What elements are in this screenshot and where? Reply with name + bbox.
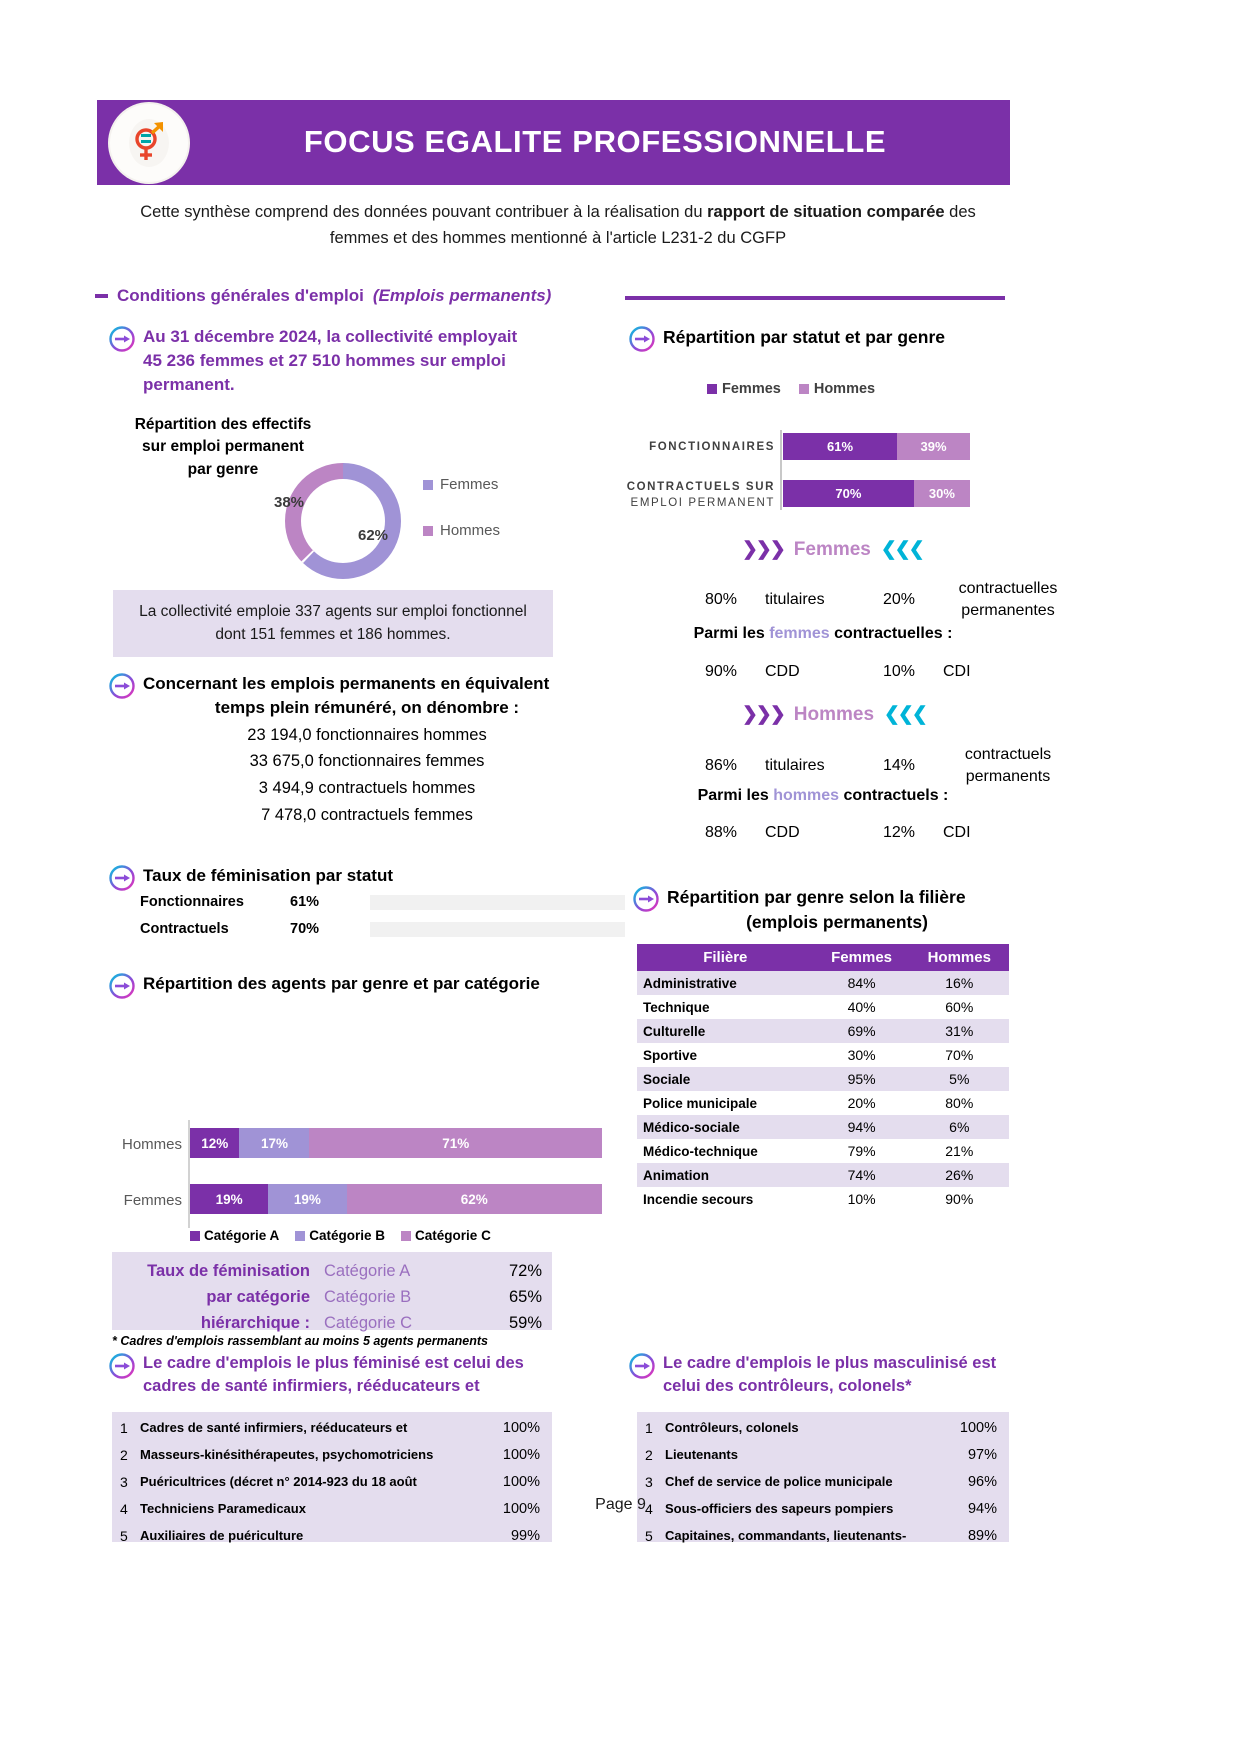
cell-filiere: Incendie secours [637, 1187, 814, 1211]
arrow-bullet-icon [628, 1352, 656, 1380]
cell-hommes: 90% [910, 1187, 1009, 1211]
cat-legend-a-label: Catégorie A [204, 1228, 280, 1243]
cat-seg-hommes-b: 17% [239, 1128, 309, 1158]
femmes-stat2-l1: contractuelles [958, 580, 1058, 597]
label: Masseurs-kinésithérapeutes, psychomotriciens [140, 1446, 434, 1462]
label: Capitaines, commandants, lieutenants- [665, 1527, 907, 1543]
cell-hommes: 6% [910, 1115, 1009, 1139]
tf-row-2-label: Catégorie C [324, 1314, 413, 1332]
femmes-block-heading [742, 538, 923, 561]
rank: 2 [120, 1447, 128, 1463]
arrow-bullet-icon [108, 972, 136, 1000]
hommes-stat2-l1: contractuels [964, 746, 1052, 763]
fb-name-0: Fonctionnaires [140, 894, 244, 910]
tf-title-l2: par catégorie [206, 1288, 310, 1306]
table-row [637, 1187, 1009, 1211]
femmes-cdi-label: CDI [943, 663, 971, 680]
femmes-stat2-l2: permanentes [961, 601, 1055, 619]
statut-seg-f-1: 70% [783, 480, 914, 507]
table-row [637, 995, 1009, 1019]
value: 100% [502, 1501, 540, 1517]
rank: 5 [120, 1528, 128, 1544]
right-bullet-1 [628, 325, 945, 353]
hommes-stat2-l2: permanents [965, 767, 1051, 785]
donut-label-hommes: 38% [274, 494, 305, 511]
hommes-stat2-label [943, 744, 1073, 787]
table-row [637, 1019, 1009, 1043]
femmes-cdi-pct: 10% [883, 663, 916, 680]
label: Puéricultrices (décret n° 2014-923 du 18 août [140, 1473, 417, 1489]
femmes-stat1-pct: 80% [705, 590, 738, 608]
cell-filiere: Médico-technique [637, 1139, 814, 1163]
left-b2-line2: temps plein rémunéré, on dénombre : [214, 697, 520, 717]
list-item [637, 1528, 1009, 1544]
femmes-cdd-cdi-row [705, 663, 971, 681]
cell-filiere: Sociale [637, 1067, 814, 1091]
intro-text [118, 200, 998, 251]
value: 100% [502, 1420, 540, 1436]
right-bullet-2 [632, 885, 1012, 934]
donut-chart [278, 456, 408, 586]
femmes-stat-row-1 [705, 578, 1073, 621]
statut-axis [780, 430, 782, 510]
etp-item-3: 3 494,9 contractuels hommes [258, 779, 476, 798]
cell-hommes: 70% [910, 1043, 1009, 1067]
most-masculinised-list [637, 1412, 1009, 1542]
hommes-parmi-c: contractuels : [839, 787, 949, 804]
left-bullet-1 [108, 325, 588, 396]
value: 96% [967, 1474, 997, 1490]
cat-legend-c [401, 1228, 491, 1243]
taux-feminisation-categorie-box [112, 1252, 552, 1330]
table-row [637, 1043, 1009, 1067]
label: Techniciens Paramedicaux [140, 1500, 306, 1516]
donut-title-l3: par genre [187, 460, 259, 478]
etp-item-1: 23 194,0 fonctionnaires hommes [247, 725, 487, 744]
femmes-stat2-pct: 20% [883, 590, 916, 608]
cell-femmes: 84% [814, 971, 910, 995]
filiere-table-header [637, 944, 1009, 971]
cell-hommes: 26% [910, 1163, 1009, 1187]
hommes-cdd-cdi-row [705, 824, 971, 842]
section-label: Conditions générales d'emploi [117, 286, 364, 305]
cat-seg-femmes-b: 19% [268, 1184, 346, 1214]
swatch-cat-c [401, 1231, 411, 1241]
label: Lieutenants [665, 1446, 738, 1462]
chevrons-left-icon: ❮❮❮ [884, 704, 926, 725]
swatch-femmes [707, 384, 717, 394]
section-heading [95, 286, 551, 306]
right-b2-line1: Répartition par genre selon la filière [667, 887, 966, 907]
category-legend [190, 1228, 491, 1243]
rank: 3 [120, 1474, 128, 1490]
hommes-cdi-pct: 12% [883, 824, 916, 841]
left-b2-line1: Concernant les emplois permanents en équivalent [143, 674, 550, 693]
tf-row-1-label: Catégorie B [324, 1288, 412, 1306]
fb-track-0 [370, 895, 625, 910]
table-row [637, 1163, 1009, 1187]
list-item [112, 1447, 552, 1463]
tf-title-l1: Taux de féminisation [147, 1262, 310, 1280]
cell-femmes: 94% [814, 1115, 910, 1139]
hommes-parmi-a: Parmi les [697, 787, 774, 804]
intro-bold: rapport de situation comparée [707, 203, 945, 221]
feminisation-bar-contractuels [140, 921, 625, 937]
legend-swatch-hommes [423, 526, 433, 536]
hommes-stat-row-1 [705, 744, 1073, 787]
statut-legend-hommes [799, 381, 875, 397]
cell-femmes: 69% [814, 1019, 910, 1043]
cell-femmes: 74% [814, 1163, 910, 1187]
cell-hommes: 60% [910, 995, 1009, 1019]
left-bullet-3 [108, 864, 393, 892]
left-b1-line1: Au 31 décembre 2024, la collectivité employait [143, 327, 518, 346]
cat-legend-b [295, 1228, 385, 1243]
filiere-table [637, 944, 1009, 1211]
feminisation-bar-fonctionnaires [140, 894, 625, 910]
table-row [637, 971, 1009, 995]
category-stacked-chart [112, 1120, 612, 1228]
hommes-stat1-pct: 86% [705, 756, 738, 774]
infobox-line2: dont 151 femmes et 186 hommes. [215, 626, 451, 644]
donut-legend-femmes [423, 476, 498, 493]
label: Cadres de santé infirmiers, rééducateurs et [140, 1419, 408, 1435]
right-b3-line1: Le cadre d'emplois le plus masculinisé est [663, 1354, 997, 1372]
cell-femmes: 95% [814, 1067, 910, 1091]
cell-hommes: 5% [910, 1067, 1009, 1091]
right-b3-line2: celui des contrôleurs, colonels* [663, 1377, 912, 1396]
dash-icon [95, 294, 108, 298]
statut-seg-h-0: 39% [897, 433, 970, 460]
rank: 5 [645, 1528, 653, 1544]
rank: 4 [120, 1501, 128, 1517]
value: 100% [502, 1474, 540, 1490]
donut-legend-hommes-label: Hommes [440, 522, 501, 539]
femmes-parmi-b: femmes [769, 625, 830, 642]
cell-hommes: 16% [910, 971, 1009, 995]
statut-label-fonctionnaires: FONCTIONNAIRES [649, 441, 775, 453]
list-item [112, 1474, 552, 1490]
hommes-stat2-pct: 14% [883, 756, 916, 774]
table-row [637, 1091, 1009, 1115]
rank: 4 [645, 1501, 653, 1517]
cell-filiere: Sportive [637, 1043, 814, 1067]
swatch-cat-a [190, 1231, 200, 1241]
arrow-bullet-icon [108, 325, 136, 353]
tf-row-2-value: 59% [508, 1314, 542, 1332]
hommes-cdd-label: CDD [765, 824, 800, 841]
statut-bar-fonctionnaires [783, 433, 970, 460]
most-feminised-list [112, 1412, 552, 1542]
fb-pct-0: 61% [290, 894, 320, 910]
value: 97% [967, 1447, 997, 1463]
infobox-line1: La collectivité emploie 337 agents sur emploi fonctionnel [139, 603, 527, 620]
cat-row-label-femmes: Femmes [123, 1192, 182, 1209]
statut-label-contractuels-l2: EMPLOI PERMANENT [630, 496, 775, 509]
cat-seg-hommes-c: 71% [309, 1128, 602, 1158]
femmes-stat2-label [943, 578, 1073, 621]
femmes-cdd-label: CDD [765, 663, 800, 680]
cell-femmes: 20% [814, 1091, 910, 1115]
page-number: Page 9 [595, 1496, 646, 1513]
left-b3-title: Taux de féminisation par statut [143, 866, 394, 885]
arrow-bullet-icon [628, 325, 656, 353]
hommes-parmi-line [637, 787, 1009, 805]
left-b5-line2: cadres de santé infirmiers, rééducateurs et [143, 1377, 480, 1396]
arrow-bullet-icon [108, 1352, 136, 1380]
swatch-hommes [799, 384, 809, 394]
list-item [637, 1420, 1009, 1436]
cat-bar-hommes [190, 1128, 602, 1158]
label: Contrôleurs, colonels [665, 1419, 799, 1435]
label: Chef de service de police municipale [665, 1473, 893, 1489]
col-filiere: Filière [637, 944, 814, 971]
legend-swatch-femmes [423, 480, 433, 490]
hommes-parmi-b: hommes [773, 787, 840, 804]
swatch-cat-b [295, 1231, 305, 1241]
hommes-block-heading [742, 703, 926, 726]
arrow-bullet-icon [108, 672, 136, 700]
fb-pct-1: 70% [290, 921, 320, 937]
cat-legend-a [190, 1228, 279, 1243]
cell-filiere: Technique [637, 995, 814, 1019]
col-hommes: Hommes [910, 944, 1009, 971]
cat-seg-femmes-a: 19% [190, 1184, 268, 1214]
left-b4-title: Répartition des agents par genre et par catégorie [143, 974, 540, 993]
hommes-stat1-label: titulaires [765, 756, 825, 774]
right-b1-title: Répartition par statut et par genre [663, 327, 945, 347]
value: 89% [967, 1528, 997, 1544]
list-item [637, 1447, 1009, 1463]
cell-femmes: 10% [814, 1187, 910, 1211]
gender-equality-icon [110, 104, 188, 182]
statut-legend-hommes-label: Hommes [813, 381, 876, 397]
value: 100% [502, 1447, 540, 1463]
femmes-stat1-label: titulaires [765, 590, 825, 608]
statut-legend-femmes [707, 381, 781, 397]
page-title: FOCUS EGALITE PROFESSIONNELLE [303, 124, 887, 159]
cell-hommes: 31% [910, 1019, 1009, 1043]
emploi-fonctionnel-infobox [113, 590, 553, 657]
cat-row-label-hommes: Hommes [121, 1136, 182, 1153]
statut-legend-femmes-label: Femmes [722, 381, 781, 397]
cell-hommes: 21% [910, 1139, 1009, 1163]
fb-name-1: Contractuels [140, 921, 229, 937]
rank: 3 [645, 1474, 653, 1490]
cell-filiere: Animation [637, 1163, 814, 1187]
cell-femmes: 40% [814, 995, 910, 1019]
statut-seg-h-1: 30% [914, 480, 970, 507]
tf-row-0-label: Catégorie A [324, 1262, 411, 1280]
list-item [637, 1474, 1009, 1490]
left-bullet-2 [108, 672, 598, 828]
donut-title-l1: Répartition des effectifs [134, 416, 312, 433]
label: Sous-officiers des sapeurs pompiers [665, 1500, 894, 1516]
table-row [637, 1139, 1009, 1163]
right-bullet-3 [628, 1352, 1018, 1398]
chevrons-right-icon: ❯❯❯ [742, 704, 784, 725]
left-b5-line1: Le cadre d'emplois le plus féminisé est celui des [143, 1354, 524, 1372]
intro-part1: Cette synthèse comprend des données pouvant contribuer à la réalisation du [140, 203, 708, 221]
donut-label-femmes: 62% [358, 527, 389, 544]
donut-legend-hommes [423, 522, 500, 539]
femmes-parmi-c: contractuelles : [829, 625, 953, 642]
section-label-italic: (Emplois permanents) [372, 286, 552, 305]
label: Auxiliaires de puériculture [140, 1527, 304, 1543]
left-b1-line2: 45 236 femmes et 27 510 hommes sur emploi [143, 350, 506, 370]
statut-bar-contractuels [783, 480, 970, 507]
hommes-cdi-label: CDI [943, 824, 971, 841]
cat-legend-c-label: Catégorie C [415, 1228, 491, 1243]
femmes-parmi-line [637, 625, 1009, 643]
rank: 1 [645, 1420, 653, 1436]
value: 100% [959, 1420, 997, 1436]
statut-label-contractuels [620, 480, 775, 511]
tf-row-1-value: 65% [508, 1288, 542, 1306]
left-b1-line3: permanent. [143, 374, 235, 394]
value: 94% [967, 1501, 997, 1517]
rank: 2 [645, 1447, 653, 1463]
donut-title-l2: sur emploi permanent [142, 438, 304, 456]
tf-row-0-value: 72% [508, 1262, 542, 1280]
statut-seg-f-0: 61% [783, 433, 897, 460]
chevrons-left-icon: ❮❮❮ [880, 539, 923, 560]
list-item [112, 1420, 552, 1436]
col-femmes: Femmes [814, 944, 910, 971]
femmes-heading-label: Femmes [793, 538, 871, 560]
cell-filiere: Police municipale [637, 1091, 814, 1115]
list-item [112, 1528, 552, 1544]
table-row [637, 1115, 1009, 1139]
left-bullet-5 [108, 1352, 578, 1398]
cell-hommes: 80% [910, 1091, 1009, 1115]
cell-femmes: 79% [814, 1139, 910, 1163]
right-column-rule [625, 296, 1005, 300]
cat-bar-femmes [190, 1184, 602, 1214]
statut-legend [707, 381, 875, 397]
etp-item-4: 7 478,0 contractuels femmes [261, 805, 473, 824]
cat-seg-hommes-a: 12% [190, 1128, 239, 1158]
femmes-parmi-a: Parmi les [693, 625, 770, 642]
cell-filiere: Administrative [637, 971, 814, 995]
intro-part2: des femmes et des hommes mentionné à l'article L231-2 du CGFP [329, 203, 976, 247]
hommes-cdd-pct: 88% [705, 824, 738, 841]
value: 99% [510, 1528, 540, 1544]
right-b2-line2: (emplois permanents) [746, 911, 928, 932]
arrow-bullet-icon [108, 864, 136, 892]
tf-title-l3: hiérarchique : [200, 1314, 310, 1332]
cell-filiere: Culturelle [637, 1019, 814, 1043]
etp-item-2: 33 675,0 fonctionnaires femmes [249, 752, 485, 771]
chevrons-right-icon: ❯❯❯ [742, 539, 784, 560]
cat-seg-femmes-c: 62% [347, 1184, 602, 1214]
rank: 1 [120, 1420, 128, 1436]
femmes-cdd-pct: 90% [705, 663, 738, 680]
arrow-bullet-icon [632, 885, 660, 913]
cell-femmes: 30% [814, 1043, 910, 1067]
hommes-heading-label: Hommes [793, 703, 875, 725]
cat-legend-b-label: Catégorie B [309, 1228, 386, 1243]
footnote: * Cadres d'emplois rassemblant au moins 5 agents permanents [112, 1334, 489, 1348]
table-row [637, 1067, 1009, 1091]
donut-legend-femmes-label: Femmes [440, 476, 499, 493]
left-bullet-4 [108, 972, 540, 1000]
statut-label-contractuels-l1: CONTRACTUELS SUR [626, 481, 775, 493]
fb-track-1 [370, 922, 625, 937]
cell-filiere: Médico-sociale [637, 1115, 814, 1139]
